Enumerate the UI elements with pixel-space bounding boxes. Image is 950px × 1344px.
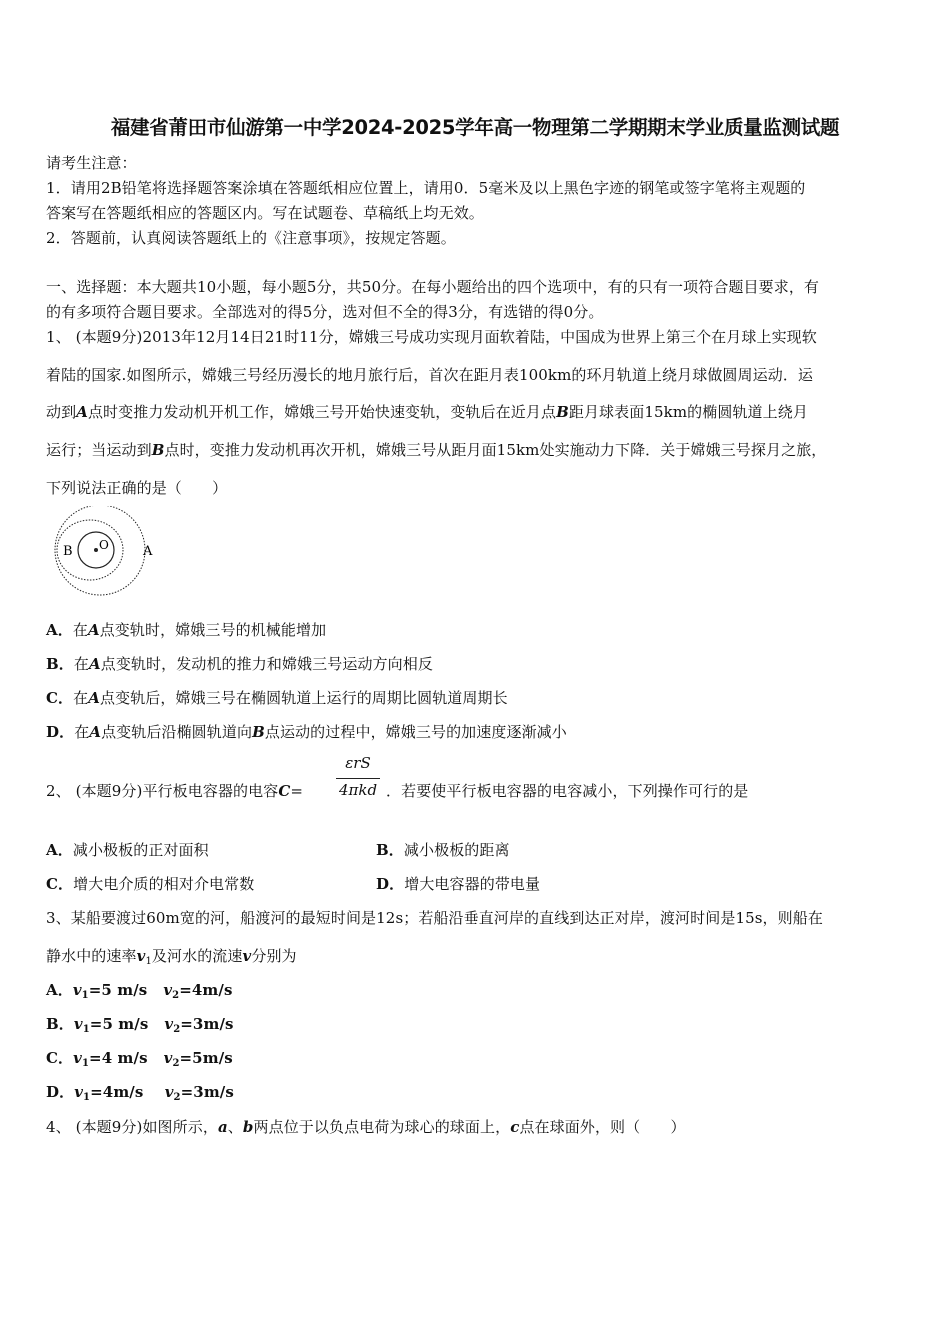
velocity-symbol: v [136, 947, 146, 965]
v2-value: =4m/s [179, 981, 233, 999]
point-b-symbol: b [242, 1118, 254, 1136]
q3-line-2-b: 及河水的流速 [151, 947, 243, 965]
v1-symbol: v [73, 1015, 83, 1033]
option-point: A [87, 621, 100, 639]
q3-line-2-c: 分别为 [251, 947, 297, 965]
q1-line-3-b: 点时变推力发动机开机工作，嫦娥三号开始快速变轨，变轨后在近月点 [87, 403, 557, 421]
notice-line-2: 答案写在答题纸相应的答题区内。写在试题卷、草稿纸上均无效。 [46, 204, 484, 222]
q1-line-2: 着陆的国家.如图所示，嫦娥三号经历漫长的地月旅行后，首次在距月表100km的环月轨道上绕月球做圆周运动．运 [46, 366, 814, 384]
option-point-2: B [252, 723, 265, 741]
orbit-figure [50, 506, 160, 596]
q3-option-a[interactable] [46, 979, 233, 1001]
option-pre: 在 [73, 655, 89, 673]
option-key: D． [376, 875, 405, 893]
v2-subscript: 2 [173, 1092, 181, 1103]
point-a-label: A [76, 403, 88, 421]
option-text: 减小极板的正对面积 [72, 841, 209, 859]
capacitance-fraction-numerator: εrS [345, 754, 371, 772]
option-text: 点变轨时，嫦娥三号的机械能增加 [99, 621, 327, 639]
v2-subscript: 2 [172, 1058, 180, 1069]
v2-symbol: v [163, 981, 173, 999]
v1-value: =4m/s [90, 1083, 144, 1101]
v1-subscript: 1 [82, 1024, 90, 1035]
point-b-label: B [151, 441, 165, 459]
q1-line-4-b: 点时，变推力发动机再次开机，嫦娥三号从距月面15km处实施动力下降．关于嫦娥三号探月之旅， [164, 441, 827, 459]
q4-stem-b: 两点位于以负点电荷为球心的球面上， [253, 1118, 511, 1136]
q2-stem-left [46, 780, 303, 801]
q1-option-a[interactable] [46, 619, 326, 640]
v2-symbol: v [163, 1049, 173, 1067]
v1-symbol: v [74, 1083, 84, 1101]
q2-option-d[interactable] [376, 873, 540, 894]
figure-label-o: O [99, 538, 109, 552]
v1-value: =5 m/s [89, 1015, 149, 1033]
section-intro-line-2: 的有多项符合题目要求。全部选对的得5分，选对但不全的得3分，有选错的得0分。 [46, 303, 604, 321]
option-text: 点变轨后沿椭圆轨道向 [101, 723, 253, 741]
option-key: B． [46, 655, 74, 673]
point-a-symbol: a [217, 1118, 228, 1136]
q1-line-3-c: 距月球表面15km的椭圆轨道上绕月 [568, 403, 808, 421]
option-text: 点变轨时，发动机的推力和嫦娥三号运动方向相反 [100, 655, 433, 673]
option-pre: 在 [72, 621, 88, 639]
v2-value: =3m/s [180, 1083, 234, 1101]
point-b-label: B [556, 403, 569, 421]
v1-subscript: 1 [83, 1092, 91, 1103]
q1-line-5: 下列说法正确的是（ ） [46, 479, 228, 497]
q4-separator: 、 [227, 1118, 243, 1136]
q2-option-c[interactable] [46, 873, 254, 894]
notice-line-3: 2．答题前，认真阅读答题纸上的《注意事项》，按规定答题。 [46, 229, 456, 247]
v2-value: =5m/s [179, 1049, 233, 1067]
q1-option-d[interactable] [46, 721, 567, 742]
v1-value: =5 m/s [88, 981, 148, 999]
velocity-symbol: v [242, 947, 252, 965]
option-key: D． [46, 723, 75, 741]
v1-symbol: v [72, 981, 82, 999]
option-text: 增大电介质的相对介电常数 [73, 875, 255, 893]
q1-line-1: 1、 (本题9分)2013年12月14日21时11分，嫦娥三号成功实现月面软着陆，中国成为世界上第三个在月球上实现软 [46, 328, 817, 346]
option-text: 减小极板的距离 [403, 841, 510, 859]
option-point: A [89, 655, 101, 673]
q3-line-2 [46, 945, 297, 967]
figure-label-b: B [63, 544, 73, 559]
q3-option-c[interactable] [46, 1047, 233, 1069]
option-key: A． [46, 841, 73, 859]
v1-symbol: v [73, 1049, 82, 1067]
q1-line-4 [46, 439, 826, 460]
q1-line-3 [46, 401, 808, 422]
q3-option-b[interactable] [46, 1013, 234, 1035]
v1-value: =4 m/s [89, 1049, 148, 1067]
v1-subscript: 1 [81, 1058, 90, 1069]
moon-center-dot [94, 548, 98, 552]
option-key: A． [46, 621, 73, 639]
v2-subscript: 2 [173, 1024, 181, 1035]
page-title: 福建省莆田市仙游第一中学2024-2025学年高一物理第二学期期末学业质量监测试题 [110, 116, 840, 139]
option-key: B． [46, 1015, 74, 1033]
q4-stem-a: 4、 (本题9分)如图所示， [46, 1118, 218, 1136]
option-pre: 在 [74, 723, 90, 741]
v2-symbol: v [164, 1015, 174, 1033]
equals-sign: = [290, 782, 304, 800]
fraction-bar [336, 778, 380, 779]
section-intro-line-1: 一、选择题：本大题共10小题，每小题5分，共50分。在每小题给出的四个选项中，有的只有一项符合题目要求，有 [46, 278, 820, 296]
q3-option-d[interactable] [46, 1081, 234, 1103]
q2-stem-a: 2、 (本题9分)平行板电容器的电容 [46, 782, 279, 800]
capacitance-symbol: C [278, 782, 291, 800]
option-key: D． [46, 1083, 75, 1101]
notice-heading: 请考生注意： [46, 154, 137, 172]
v2-symbol: v [164, 1083, 174, 1101]
q1-line-3-a: 动到 [46, 403, 77, 421]
notice-line-1: 1．请用2B铅笔将选择题答案涂填在答题纸相应位置上，请用0．5毫米及以上黑色字迹的钢笔或签字笔将主观题的 [46, 179, 806, 197]
q1-option-b[interactable] [46, 653, 433, 674]
option-text-2: 点运动的过程中，嫦娥三号的加速度逐渐减小 [264, 723, 567, 741]
option-key: A． [46, 981, 73, 999]
q1-line-4-a: 运行；当运动到 [46, 441, 152, 459]
capacitance-fraction-denominator: 4πkd [338, 781, 378, 799]
option-key: C． [46, 689, 74, 707]
q4-stem [46, 1116, 686, 1137]
q1-option-c[interactable] [46, 687, 508, 708]
point-c-symbol: c [510, 1118, 520, 1136]
v2-value: =3m/s [180, 1015, 234, 1033]
q3-line-2-a: 静水中的速率 [46, 947, 137, 965]
v1-subscript: 1 [81, 990, 89, 1001]
option-key: C． [46, 875, 74, 893]
option-point: A [89, 723, 102, 741]
q2-stem-right: ．若要使平行板电容器的电容减小，下列操作可行的是 [386, 782, 749, 800]
q2-option-a[interactable] [46, 839, 209, 860]
option-point: A [88, 689, 100, 707]
option-pre: 在 [73, 689, 89, 707]
q3-line-1: 3、某船要渡过60m宽的河，船渡河的最短时间是12s；若船沿垂直河岸的直线到达正对岸，渡河时间是15s，则船在 [46, 909, 823, 927]
v2-subscript: 2 [172, 990, 180, 1001]
q2-option-b[interactable] [376, 839, 510, 860]
q4-stem-c: 点在球面外，则（ ） [519, 1118, 686, 1136]
velocity-subscript: 1 [145, 956, 152, 967]
figure-label-a: A [143, 544, 153, 559]
option-key: B． [376, 841, 404, 859]
option-text: 点变轨后，嫦娥三号在椭圆轨道上运行的周期比圆轨道周期长 [100, 689, 508, 707]
option-text: 增大电容器的带电量 [404, 875, 541, 893]
option-key: C． [46, 1049, 74, 1067]
